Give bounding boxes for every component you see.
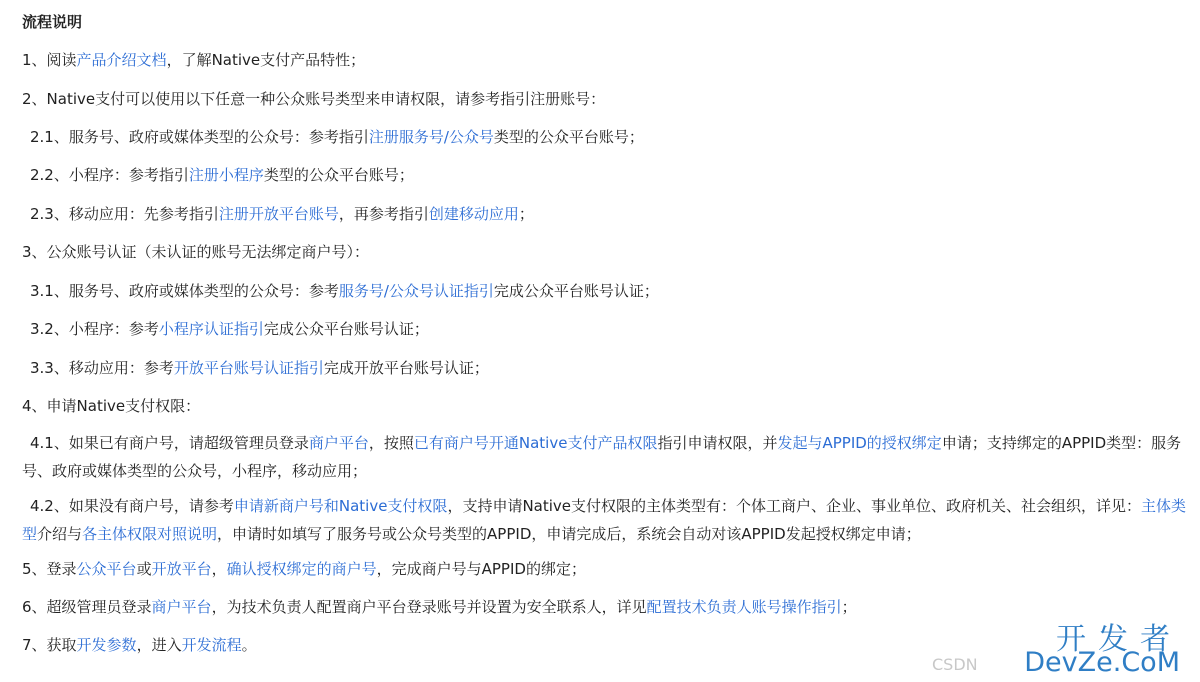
step-3-2-text: 3.2、小程序：参考: [30, 320, 159, 338]
step-4-1-text-b: ，按照: [368, 434, 414, 452]
step-6-text-c: ；: [841, 598, 857, 616]
link-dev-flow[interactable]: 开发流程: [181, 636, 242, 654]
step-6-text-b: ，为技术负责人配置商户平台登录账号并设置为安全联系人，详见: [211, 598, 647, 616]
step-2-1: [30, 127, 1188, 147]
step-2: 2、Native支付可以使用以下任意一种公众账号类型来申请权限，请参考指引注册账号：: [22, 90, 606, 108]
step-4-1-text: 4.1、如果已有商户号，请超级管理员登录: [30, 434, 309, 452]
step-5-text: 5、登录: [22, 560, 77, 578]
step-4-2-text-d: ，申请时如填写了服务号或公众号类型的APPID，申请完成后，系统会自动对该APPID发起授权绑定申请；: [217, 525, 921, 543]
step-4-2-text-c: 介绍与: [37, 525, 83, 543]
step-2-2: [30, 165, 1188, 185]
step-2-2-text: 2.2、小程序：参考指引: [30, 166, 189, 184]
step-7-text-b: ，进入: [136, 636, 182, 654]
step-2-2-text-end: 类型的公众平台账号；: [263, 166, 414, 184]
step-4-2: [22, 492, 1188, 548]
step-1: [22, 50, 1188, 70]
watermark-en: DevZe.CoM: [1024, 647, 1180, 678]
watermark: [932, 614, 1192, 678]
step-4-1-text-d: 申请；支持绑定的APPID类型：服务号、政府或媒体类型的公众号，小程序，移动应用；: [22, 434, 1182, 480]
step-2-3-text-end: ；: [518, 205, 534, 223]
step-4-2-text: 4.2、如果没有商户号，请参考: [30, 497, 234, 515]
step-2-3-text-mid: ，再参考指引: [338, 205, 429, 223]
section-title: 流程说明: [22, 13, 83, 31]
step-3-1: [30, 281, 1188, 301]
step-5-text-d: ，完成商户号与APPID的绑定；: [376, 560, 586, 578]
step-2-1-text: 2.1、服务号、政府或媒体类型的公众号：参考指引: [30, 128, 369, 146]
link-merchant-platform[interactable]: 商户平台: [308, 434, 369, 452]
step-3-3-text-end: 完成开放平台账号认证；: [323, 359, 489, 377]
step-6-text: 6、超级管理员登录: [22, 598, 152, 616]
step-5: [22, 559, 1188, 579]
step-3-3: [30, 358, 1188, 378]
watermark-cn: 开发者: [1056, 622, 1182, 657]
step-1-text: 1、阅读: [22, 51, 77, 69]
link-entity-permission-table[interactable]: 各主体权限对照说明: [82, 525, 218, 543]
link-dev-params[interactable]: 开发参数: [76, 636, 137, 654]
link-merchant-platform-2[interactable]: 商户平台: [151, 598, 212, 616]
step-3-2: [30, 319, 1188, 339]
step-4-1-text-c: 指引申请权限，并: [657, 434, 778, 452]
step-4-2-text-b: ，支持申请Native支付权限的主体类型有：个体工商户、企业、事业单位、政府机关、社会组织，详见：: [447, 497, 1142, 515]
step-4-1: [22, 429, 1188, 485]
link-service-account-verify[interactable]: 服务号/公众号认证指引: [338, 282, 494, 300]
step-7-text-c: 。: [241, 636, 257, 654]
link-appid-binding[interactable]: 发起与APPID的授权绑定: [777, 434, 942, 452]
link-miniprogram-verify[interactable]: 小程序认证指引: [158, 320, 264, 338]
link-register-open-platform[interactable]: 注册开放平台账号: [218, 205, 339, 223]
step-3-2-text-end: 完成公众平台账号认证；: [263, 320, 429, 338]
step-1-text-end: ，了解Native支付产品特性；: [166, 51, 366, 69]
link-open-platform[interactable]: 开放平台: [151, 560, 212, 578]
step-3-1-text-end: 完成公众平台账号认证；: [493, 282, 659, 300]
link-register-miniprogram[interactable]: 注册小程序: [188, 166, 264, 184]
link-tech-lead-guide[interactable]: 配置技术负责人账号操作指引: [646, 598, 842, 616]
link-entity-types[interactable]: 主体类型: [22, 497, 1187, 543]
link-create-mobile-app[interactable]: 创建移动应用: [428, 205, 519, 223]
link-public-platform[interactable]: 公众平台: [76, 560, 137, 578]
link-open-platform-verify[interactable]: 开放平台账号认证指引: [173, 359, 324, 377]
step-2-1-text-end: 类型的公众平台账号；: [493, 128, 644, 146]
link-register-service-account[interactable]: 注册服务号/公众号: [368, 128, 494, 146]
step-5-text-b: 或: [136, 560, 152, 578]
link-confirm-binding[interactable]: 确认授权绑定的商户号: [226, 560, 377, 578]
step-3-1-text: 3.1、服务号、政府或媒体类型的公众号：参考: [30, 282, 339, 300]
step-3-3-text: 3.3、移动应用：参考: [30, 359, 174, 377]
step-3: 3、公众账号认证（未认证的账号无法绑定商户号）：: [22, 243, 370, 261]
step-4: 4、申请Native支付权限：: [22, 397, 201, 415]
link-product-doc[interactable]: 产品介绍文档: [76, 51, 167, 69]
watermark-csdn: CSDN: [932, 655, 978, 674]
step-5-text-c: ，: [211, 560, 227, 578]
step-7-text: 7、获取: [22, 636, 77, 654]
link-apply-new-merchant[interactable]: 申请新商户号和Native支付权限: [233, 497, 448, 515]
link-enable-native-pay[interactable]: 已有商户号开通Native支付产品权限: [413, 434, 658, 452]
step-2-3: [30, 204, 1188, 224]
step-2-3-text: 2.3、移动应用：先参考指引: [30, 205, 219, 223]
